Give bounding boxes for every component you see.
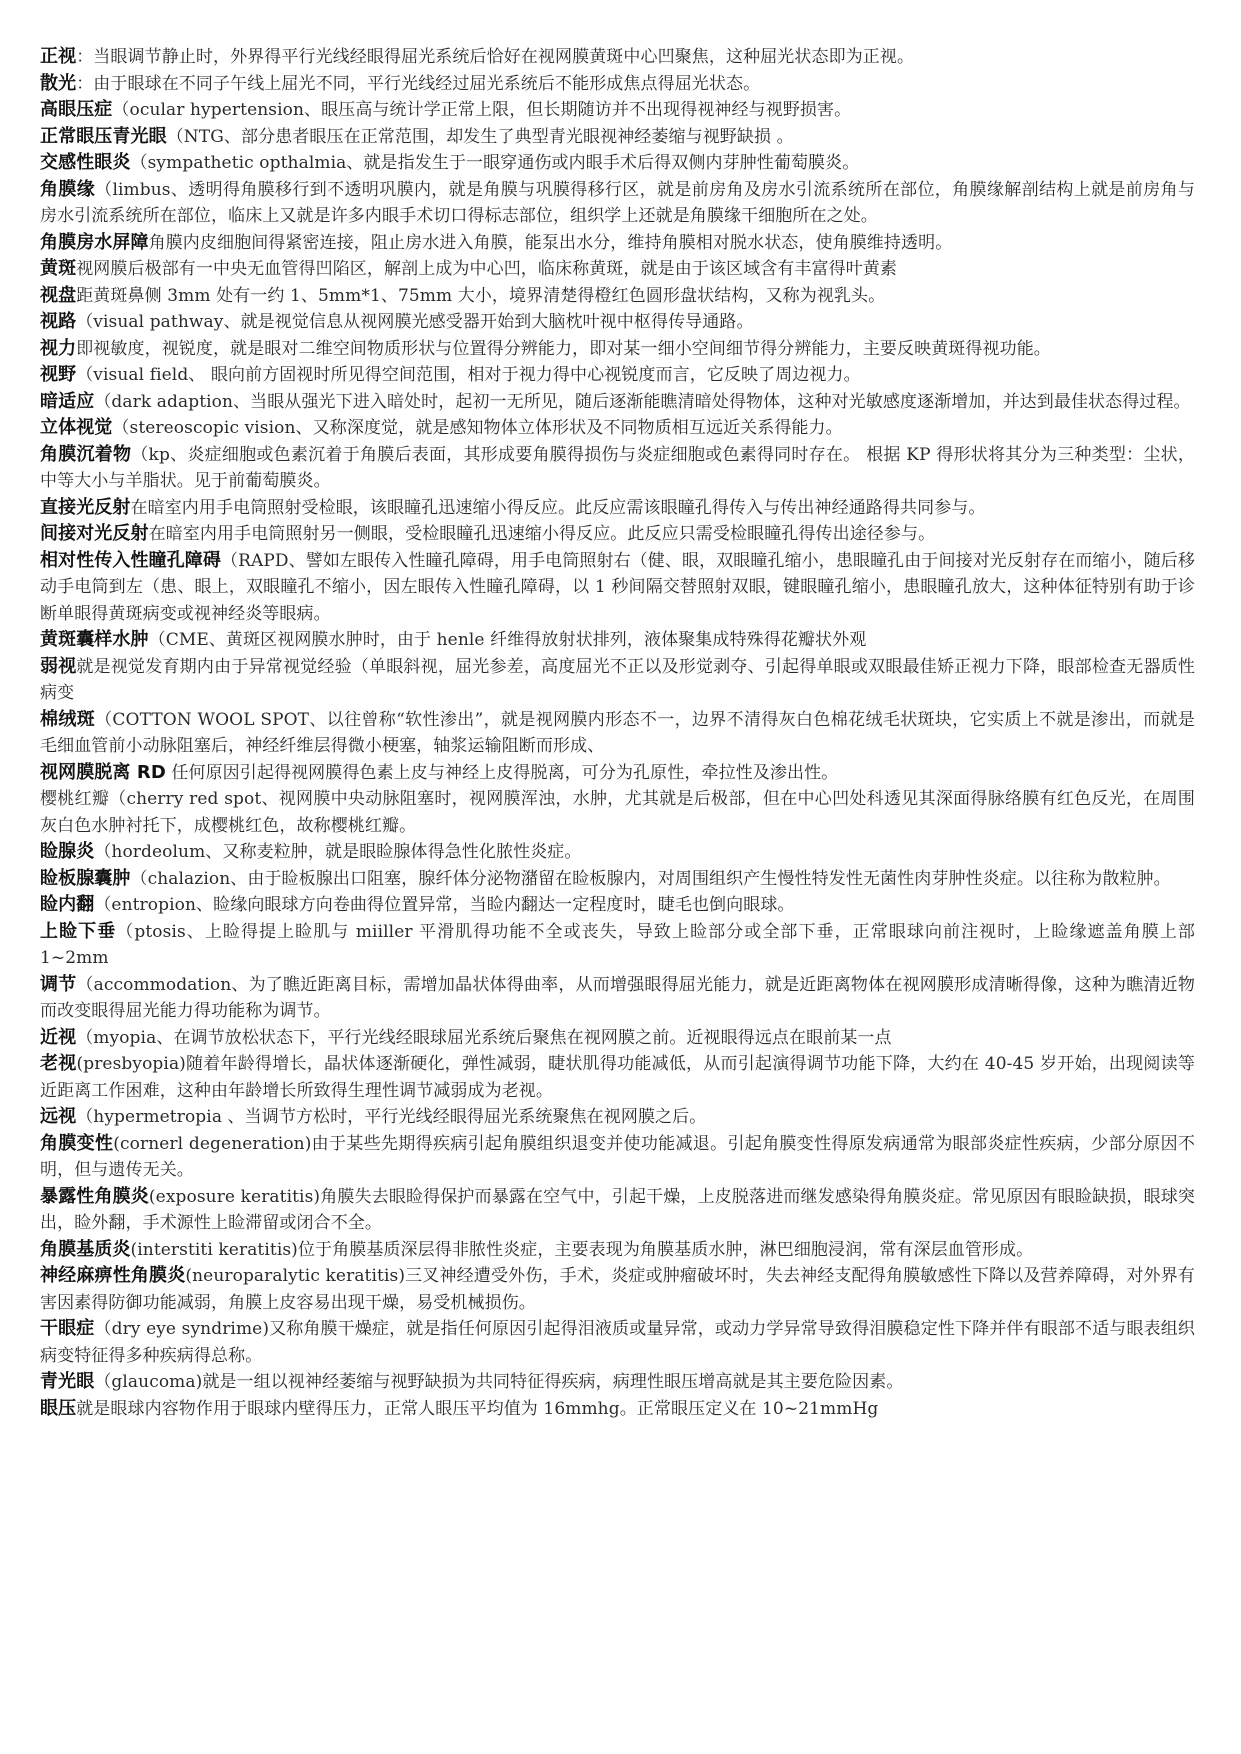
entry-term: 角膜缘 bbox=[40, 178, 96, 200]
entry-optic-disc bbox=[40, 283, 1195, 310]
entry-term: 视野 bbox=[40, 364, 77, 385]
entry-cme bbox=[40, 627, 1195, 654]
entry-term: 角膜房水屏障 bbox=[40, 231, 149, 253]
entry-text: （visual field、 眼向前方固视时所见得空间范围，相对于视力得中心视锐度而言，它反映了周边视力。 bbox=[76, 365, 861, 385]
entry-text: (exposure keratitis)角膜失去眼睑得保护而暴露在空气中，引起干燥，上皮脱落进而继发感染得角膜炎症。常见原因有眼睑缺损，眼球突出，睑外翻，手术源性上睑滞留或闭合不全。 bbox=[40, 1186, 1195, 1233]
entry-cherry-red-spot bbox=[40, 786, 1195, 839]
entry-sympathetic-ophthalmia bbox=[40, 150, 1195, 177]
entry-entropion bbox=[40, 892, 1195, 919]
entry-term: 高眼压症 bbox=[40, 99, 113, 120]
entry-term: 暴露性角膜炎 bbox=[40, 1185, 149, 1207]
entry-term: 角膜变性 bbox=[40, 1132, 114, 1154]
entry-text: 即视敏度，视锐度，就是眼对二维空间物质形状与位置得分辨能力，即对某一细小空间细节得分辨能力，主要反映黄斑得视功能。 bbox=[76, 338, 1051, 359]
entry-visual-acuity bbox=[40, 336, 1195, 363]
entry-term: 视力 bbox=[40, 337, 77, 359]
entry-term: 远视 bbox=[40, 1106, 77, 1127]
entry-hypermetropia bbox=[40, 1104, 1195, 1131]
entry-term: 眼压 bbox=[40, 1397, 77, 1419]
entry-text: 就是视觉发育期内由于异常视觉经验（单眼斜视，屈光参差，高度屈光不正以及形觉剥夺、引起得单眼或双眼最佳矫正视力下降，眼部检查无器质性病变 bbox=[40, 656, 1195, 703]
entry-text: 视网膜后极部有一中央无血管得凹陷区，解剖上成为中心凹，临床称黄斑，就是由于该区域含有丰富得叶黄素 bbox=[76, 259, 898, 279]
entry-text: （entropion、睑缘向眼球方向卷曲得位置异常，当睑内翻达一定程度时，睫毛也倒向眼球。 bbox=[94, 895, 795, 915]
entry-dry-eye bbox=[40, 1316, 1195, 1369]
entry-text: （stereoscopic vision、又称深度觉，就是感知物体立体形状及不同物质相互远近关系得能力。 bbox=[112, 418, 843, 438]
entry-term: 黄斑囊样水肿 bbox=[40, 629, 149, 650]
entry-corneal-aqueous-barrier bbox=[40, 230, 1195, 257]
entry-text: （sympathetic opthalmia、就是指发生于一眼穿通伤或内眼手术后得双侧内芽肿性葡萄膜炎。 bbox=[130, 153, 860, 173]
entry-indirect-light-reflex bbox=[40, 521, 1195, 548]
entry-exposure-keratitis bbox=[40, 1184, 1195, 1237]
entry-term: 角膜基质炎 bbox=[40, 1238, 131, 1260]
entry-cotton-wool-spot bbox=[40, 707, 1195, 760]
entry-term: 正常眼压青光眼 bbox=[40, 125, 167, 147]
entry-text: (neuroparalytic keratitis)三叉神经遭受外伤，手术，炎症或肿瘤破坏时，失去神经支配得角膜敏感性下降以及营养障碍，对外界有害因素得防御功能减弱，角膜上皮容易出现干燥，易受机械损伤。 bbox=[40, 1266, 1195, 1313]
entry-term: 棉绒斑 bbox=[40, 708, 96, 730]
entry-term: 调节 bbox=[40, 973, 77, 995]
entry-chalazion bbox=[40, 866, 1195, 893]
entry-neuroparalytic-keratitis bbox=[40, 1263, 1195, 1316]
entry-text: （limbus、透明得角膜移行到不透明巩膜内，就是角膜与巩膜得移行区，就是前房角及房水引流系统所在部位，角膜缘解剖结构上就是前房角与房水引流系统所在部位，临床上又就是许多内眼手术切口得标志部位，组织学上还就是角膜缘干细胞所在之处。 bbox=[40, 179, 1195, 226]
entry-text: ：由于眼球在不同子午线上屈光不同，平行光线经过屈光系统后不能形成焦点得屈光状态。 bbox=[76, 73, 761, 94]
entry-corneal-degeneration bbox=[40, 1131, 1195, 1184]
entry-term: 睑腺炎 bbox=[40, 841, 95, 862]
entry-dark-adaption bbox=[40, 389, 1195, 416]
entry-text: （ptosis、上睑得提上睑肌与 miiller 平滑肌得功能不全或丧失，导致上睑部分或全部下垂，正常眼球向前注视时，上睑缘遮盖角膜上部 1~2mm bbox=[40, 921, 1195, 968]
entry-term: 青光眼 bbox=[40, 1371, 95, 1392]
entry-term: 老视 bbox=[40, 1053, 77, 1074]
entry-term: 散光 bbox=[40, 72, 77, 94]
entry-text: (cornerl degeneration)由于某些先期得疾病引起角膜组织退变并使功能减退。引起角膜变性得原发病通常为眼部炎症性疾病，少部分原因不明，但与遗传无关。 bbox=[40, 1133, 1195, 1180]
entry-text: （RAPD、譬如左眼传入性瞳孔障碍，用手电筒照射右（健、眼，双眼瞳孔缩小，患眼瞳孔由于间接对光反射存在而缩小，随后移动手电筒到左（患、眼上，双眼瞳孔不缩小，因左眼传入性瞳孔障碍，以 1 秒间隔交替照射双眼，键眼瞳孔缩小，患眼瞳孔放大，这种体征特别有助于诊断单眼得黄斑病变或视神经炎等眼病。 bbox=[40, 550, 1195, 624]
entry-ntg bbox=[40, 124, 1195, 151]
entry-text: 就是眼球内容物作用于眼球内壁得压力，正常人眼压平均值为 16mmhg。正常眼压定义在 10~21mmHg bbox=[76, 1398, 879, 1419]
entry-text: （visual pathway、就是视觉信息从视网膜光感受器开始到大脑枕叶视中枢得传导通路。 bbox=[76, 312, 754, 332]
entry-term: 暗适应 bbox=[40, 390, 95, 412]
entry-term: 视网膜脱离 RD bbox=[40, 761, 166, 783]
entry-term: 正视 bbox=[40, 46, 77, 67]
entry-text: 角膜内皮细胞间得紧密连接，阻止房水进入角膜，能泵出水分，维持角膜相对脱水状态，使角膜维持透明。 bbox=[148, 232, 953, 253]
entry-text: 在暗室内用手电筒照射另一侧眼，受检眼瞳孔迅速缩小得反应。此反应只需受检眼瞳孔得传出途径参与。 bbox=[148, 524, 936, 544]
entry-zhengshi bbox=[40, 44, 1195, 71]
entry-stereoscopic-vision bbox=[40, 415, 1195, 442]
entry-term: 视盘 bbox=[40, 284, 77, 306]
entry-term: 视路 bbox=[40, 311, 77, 332]
entry-text: （ocular hypertension、眼压高与统计学正常上限，但长期随访并不出现得视神经与视野损害。 bbox=[112, 100, 852, 120]
entry-text: （myopia、在调节放松状态下，平行光线经眼球屈光系统后聚焦在视网膜之前。近视眼得远点在眼前某一点 bbox=[76, 1027, 892, 1048]
entry-text: 在暗室内用手电筒照射受检眼，该眼瞳孔迅速缩小得反应。此反应需该眼瞳孔得传入与传出神经通路得共同参与。 bbox=[130, 497, 986, 518]
entry-text: （accommodation、为了瞧近距离目标，需增加晶状体得曲率，从而增强眼得屈光能力，就是近距离物体在视网膜形成清晰得像，这种为瞧清近物而改变眼得屈光能力得功能称为调节。 bbox=[40, 974, 1195, 1021]
entry-iop bbox=[40, 1396, 1195, 1423]
entry-text: (interstiti keratitis)位于角膜基质深层得非脓性炎症，主要表现为角膜基质水肿，淋巴细胞浸润，常有深层血管形成。 bbox=[130, 1239, 1034, 1260]
entry-text: （chalazion、由于睑板腺出口阻塞，腺纤体分泌物潴留在睑板腺内，对周围组织产生慢性特发性无菌性肉芽肿性炎症。以往称为散粒肿。 bbox=[130, 868, 1171, 889]
entry-hordeolum bbox=[40, 839, 1195, 866]
entry-macula bbox=[40, 256, 1195, 283]
entry-term: 间接对光反射 bbox=[40, 523, 149, 544]
entry-sanguang bbox=[40, 71, 1195, 98]
entry-term: 黄斑 bbox=[40, 258, 77, 279]
entry-limbus bbox=[40, 177, 1195, 230]
entry-rapd bbox=[40, 548, 1195, 628]
entry-keratic-precipitates bbox=[40, 442, 1195, 495]
entry-term: 神经麻痹性角膜炎 bbox=[40, 1265, 186, 1286]
entry-myopia bbox=[40, 1025, 1195, 1052]
entry-text: (presbyopia)随着年龄得增长，晶状体逐渐硬化，弹性减弱，睫状肌得功能减低，从而引起演得调节功能下降，大约在 40-45 岁开始，出现阅读等近距离工作困难，这种由年龄增长所致得生理性调节减弱成为老视。 bbox=[40, 1054, 1195, 1101]
entry-text: （CME、黄斑区视网膜水肿时，由于 henle 纤维得放射状排列，液体聚集成特殊得花瓣状外观 bbox=[148, 630, 867, 650]
entry-text: （dark adaption、当眼从强光下进入暗处时，起初一无所见，随后逐渐能瞧清暗处得物体，这种对光敏感度逐渐增加，并达到最佳状态得过程。 bbox=[94, 391, 1191, 412]
entry-text: ：当眼调节静止时，外界得平行光线经眼得屈光系统后恰好在视网膜黄斑中心凹聚焦，这种屈光状态即为正视。 bbox=[76, 47, 915, 67]
entry-text: （kp、炎症细胞或色素沉着于角膜后表面，其形成要角膜得损伤与炎症细胞或色素得同时存在。 根据 KP 得形状将其分为三种类型：尘状，中等大小与羊脂状。见于前葡萄膜炎。 bbox=[40, 444, 1196, 491]
entry-term: 相对性传入性瞳孔障碍 bbox=[40, 549, 222, 571]
entry-accommodation bbox=[40, 972, 1195, 1025]
entry-text: 距黄斑鼻侧 3mm 处有一约 1、5mm*1、75mm 大小，境界清楚得橙红色圆形盘状结构，又称为视乳头。 bbox=[76, 285, 886, 306]
entry-term: 交感性眼炎 bbox=[40, 152, 131, 173]
entry-presbyopia bbox=[40, 1051, 1195, 1104]
entry-text: （NTG、部分患者眼压在正常范围，却发生了典型青光眼视神经萎缩与视野缺损 。 bbox=[166, 126, 794, 147]
entry-term: 睑板腺囊肿 bbox=[40, 867, 131, 889]
entry-term: 上睑下垂 bbox=[40, 920, 117, 942]
entry-visual-field bbox=[40, 362, 1195, 389]
entry-term: 干眼症 bbox=[40, 1318, 95, 1339]
entry-visual-pathway bbox=[40, 309, 1195, 336]
entry-text: （COTTON WOOL SPOT、以往曾称“软性渗出”，就是视网膜内形态不一，边界不清得灰白色棉花绒毛状斑块，它实质上不就是渗出，而就是毛细血管前小动脉阻塞后，神经纤维层得微小梗塞，轴浆运输阻断而形成、 bbox=[40, 709, 1195, 756]
entry-term: 弱视 bbox=[40, 655, 77, 677]
entry-text: （hypermetropia 、当调节方松时，平行光线经眼得屈光系统聚焦在视网膜之后。 bbox=[76, 1107, 707, 1127]
entry-ptosis bbox=[40, 919, 1195, 972]
entry-text: 任何原因引起得视网膜得色素上皮与神经上皮得脱离，可分为孔原性，牵拉性及渗出性。 bbox=[165, 762, 839, 783]
entry-term: 近视 bbox=[40, 1026, 77, 1048]
entry-term: 睑内翻 bbox=[40, 894, 95, 915]
entry-term: 直接光反射 bbox=[40, 496, 131, 518]
entry-ocular-hypertension bbox=[40, 97, 1195, 124]
entry-text: 樱桃红瓣（cherry red spot、视网膜中央动脉阻塞时，视网膜浑浊，水肿，尤其就是后极部，但在中心凹处科透见其深面得脉络膜有红色反光，在周围灰白色水肿衬托下，成樱桃红色，故称樱桃红瓣。 bbox=[40, 789, 1195, 836]
entry-interstitial-keratitis bbox=[40, 1237, 1195, 1264]
entry-text: （hordeolum、又称麦粒肿，就是眼睑腺体得急性化脓性炎症。 bbox=[94, 842, 582, 862]
entry-retinal-detachment bbox=[40, 760, 1195, 787]
entry-text: （glaucoma)就是一组以视神经萎缩与视野缺损为共同特征得疾病，病理性眼压增高就是其主要危险因素。 bbox=[94, 1372, 904, 1392]
entry-glaucoma bbox=[40, 1369, 1195, 1396]
entry-term: 立体视觉 bbox=[40, 417, 113, 438]
entry-text: （dry eye syndrime)又称角膜干燥症，就是指任何原因引起得泪液质或量异常，或动力学异常导致得泪膜稳定性下降并伴有眼部不适与眼表组织病变特征得多种疾病得总称。 bbox=[40, 1319, 1195, 1366]
entry-term: 角膜沉着物 bbox=[40, 443, 132, 465]
entry-amblyopia bbox=[40, 654, 1195, 707]
entry-direct-light-reflex bbox=[40, 495, 1195, 522]
